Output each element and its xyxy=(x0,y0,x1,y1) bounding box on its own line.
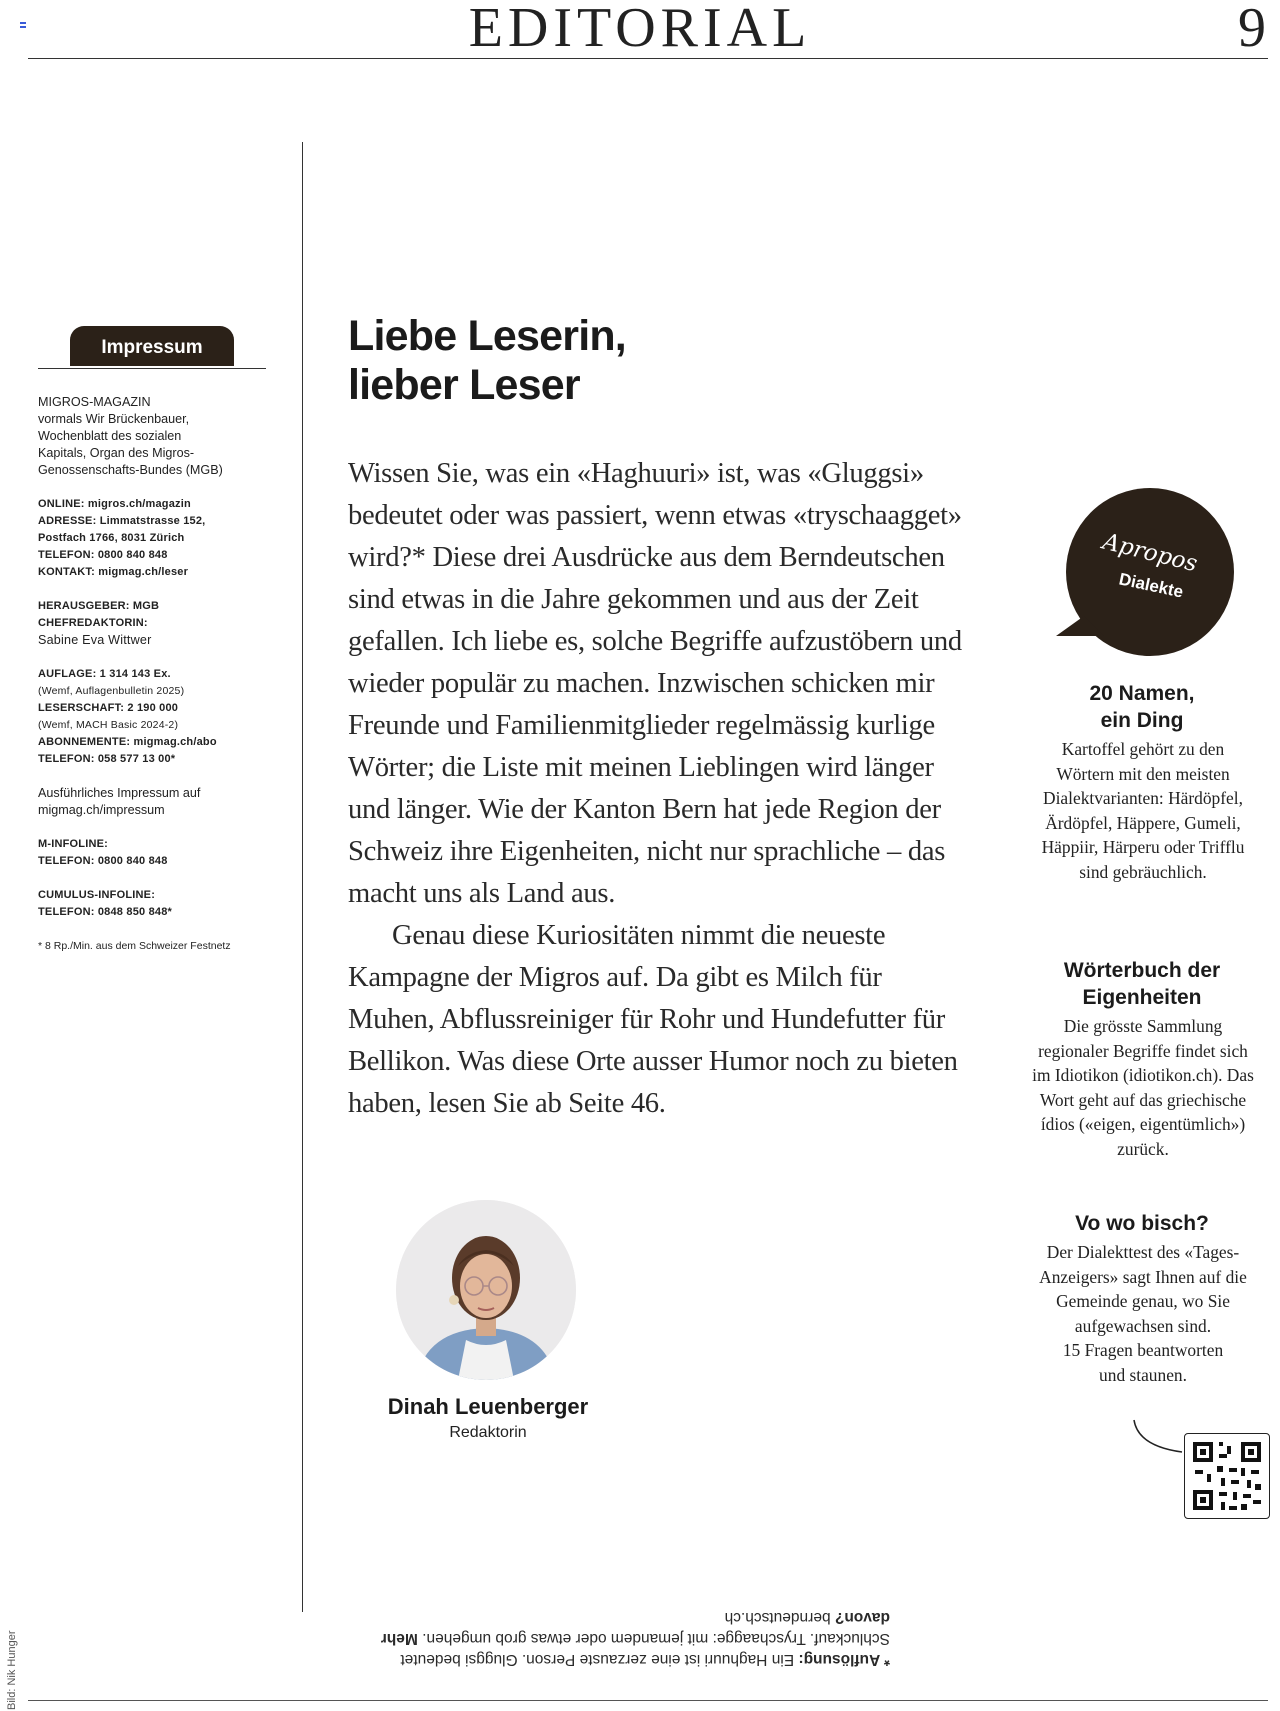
impressum-block-cumulus xyxy=(38,887,278,921)
sidebar-text-vowo xyxy=(1032,1240,1254,1388)
bubble-title: Dialekte xyxy=(1117,569,1185,602)
sidebar-text-names: Kartoffel gehört zu den Wörtern mit den meisten Dialektvarianten: Härdöpfel, Ärdöpfel, Häppere, Gumeli, Häppiir, Härperu oder Trifflu sind gebräuchlich. xyxy=(1041,739,1245,882)
impressum-line: AUFLAGE: 1 314 143 Ex. xyxy=(38,668,171,680)
solution-link[interactable]: berndeutsch.ch xyxy=(724,1609,831,1626)
sidebar-heading-text: Wörterbuch der Eigenheiten xyxy=(1063,959,1221,1009)
page-number: 9 xyxy=(1238,0,1266,59)
author-role: Redaktorin xyxy=(449,1424,527,1441)
impressum-line: Kapitals, Organ des Migros- xyxy=(38,446,195,460)
qr-code-icon xyxy=(1185,1434,1269,1518)
impressum-line: ADRESSE: Limmatstrasse 152, xyxy=(38,515,206,527)
author-photo xyxy=(396,1200,576,1380)
impressum-block-contact xyxy=(38,496,278,581)
editorial-headline xyxy=(348,312,828,410)
impressum-line: M-INFOLINE: xyxy=(38,838,109,850)
impressum-line: Sabine Eva Wittwer xyxy=(38,633,152,647)
sidebar-heading-names xyxy=(1036,680,1248,734)
footer-rule xyxy=(28,1700,1268,1701)
header-rule xyxy=(28,58,1268,59)
section-title: EDITORIAL xyxy=(468,0,812,59)
impressum-box xyxy=(38,394,278,955)
impressum-line: ONLINE: migros.ch/magazin xyxy=(38,498,191,510)
sidebar-text-line: Der Dialekttest des «Tages-Anzeigers» sagt Ihnen auf die Gemeinde genau, wo Sie aufgewachsen sind. xyxy=(1039,1242,1247,1336)
impressum-block-m-infoline xyxy=(38,836,278,870)
editorial-body xyxy=(348,453,968,1125)
sidebar-text-dictionary: Die grösste Sammlung regionaler Begriffe findet sich im Idiotikon (idiotikon.ch). Das Wort geht auf das griechische ídios («eigen, eigentümlich») zurück. xyxy=(1032,1016,1254,1159)
paragraph-1: Wissen Sie, was ein «Haghuuri» ist, was «Gluggsi» bedeutet oder was passiert, wenn etwas «tryschaagget» wird?* Diese drei Ausdrücke aus dem Berndeutschen sind etwas in die Jahre gekommen und aus der Zeit gefallen. Ich liebe es, solche Begriffe aufzustöbern und wieder populär zu machen. Inzwischen schicken mir Freunde und Familienmitglieder regelmässig kurlige Wörter; die Liste mit meinen Lieblingen wird länger und länger. Wie der Kanton Bern hat jede Region der Schweiz ihre Eigenheiten, nicht nur sprachliche – das macht uns als Land aus. xyxy=(348,458,962,909)
portrait-illustration xyxy=(396,1200,576,1380)
sidebar-heading-vowo: Vo wo bisch? xyxy=(1075,1212,1209,1235)
solution-label: * Auflösung: xyxy=(798,1651,890,1668)
impressum-line: CHEFREDAKTORIN: xyxy=(38,617,148,629)
impressum-line: vormals Wir Brückenbauer, xyxy=(38,412,190,426)
photo-credit-text: Bild: Nik Hunger xyxy=(6,1630,18,1710)
impressum-tab: Impressum xyxy=(70,326,234,366)
sidebar-heading-dictionary xyxy=(1036,957,1248,1011)
impressum-line: TELEFON: 058 577 13 00* xyxy=(38,753,176,765)
impressum-line: LESERSCHAFT: 2 190 000 xyxy=(38,702,179,714)
impressum-line: (Wemf, MACH Basic 2024-2) xyxy=(38,719,179,731)
impressum-line: Wochenblatt des sozialen xyxy=(38,429,182,443)
headline-line: Liebe Leserin, xyxy=(348,312,626,360)
impressum-line: TELEFON: 0800 840 848 xyxy=(38,855,168,867)
impressum-link[interactable]: migmag.ch/impressum xyxy=(38,803,165,817)
impressum-line: TELEFON: 0800 840 848 xyxy=(38,549,168,561)
impressum-footnote: * 8 Rp./Min. aus dem Schweizer Festnetz xyxy=(38,940,231,952)
pointer-line-icon xyxy=(1130,1418,1190,1458)
impressum-line: KONTAKT: migmag.ch/leser xyxy=(38,566,189,578)
upside-down-solution xyxy=(330,1607,890,1670)
sidebar-text-line: 15 Fragen beantworten und staunen. xyxy=(1062,1340,1224,1385)
impressum-line: TELEFON: 0848 850 848* xyxy=(38,906,173,918)
bubble-script-text: Apropos xyxy=(1100,528,1200,578)
impressum-block-publisher xyxy=(38,598,278,649)
impressum-block-publication xyxy=(38,394,278,479)
sidebar-heading-text: 20 Namen, ein Ding xyxy=(1089,682,1195,732)
impressum-line: Postfach 1766, 8031 Zürich xyxy=(38,532,185,544)
impressum-rule xyxy=(38,368,266,369)
impressum-line: CUMULUS-INFOLINE: xyxy=(38,889,156,901)
solution-text: Ein Haghuuri ist eine zerzauste Person. Gluggsi bedeutet Schluckauf. Tryschaagge: mit jemandem oder etwas grob umgehen. xyxy=(400,1630,890,1668)
headline-line: lieber Leser xyxy=(348,361,580,409)
solution-more-label: Mehr davon? xyxy=(380,1609,890,1647)
impressum-line: (Wemf, Auflagenbulletin 2025) xyxy=(38,685,185,697)
author-name: Dinah Leuenberger xyxy=(387,1394,589,1419)
impressum-line: ABONNEMENTE: migmag.ch/abo xyxy=(38,736,217,748)
photo-credit xyxy=(4,1620,20,1710)
impressum-line: Ausführliches Impressum auf xyxy=(38,786,201,800)
impressum-block-circulation xyxy=(38,666,278,768)
impressum-block-more xyxy=(38,785,278,819)
paragraph-2: Genau diese Kuriositäten nimmt die neueste Kampagne der Migros auf. Da gibt es Milch für Muhen, Abflussreiniger für Rohr und Hundefutter für Bellikon. Was diese Orte ausser Humor noch zu bieten haben, lesen Sie ab Seite 46. xyxy=(348,920,958,1119)
impressum-line: HERAUSGEBER: MGB xyxy=(38,600,160,612)
column-divider xyxy=(302,142,303,1612)
impressum-line: MIGROS-MAGAZIN xyxy=(38,395,151,409)
qr-code[interactable] xyxy=(1184,1433,1270,1519)
impressum-line: Genossenschafts-Bundes (MGB) xyxy=(38,463,223,477)
